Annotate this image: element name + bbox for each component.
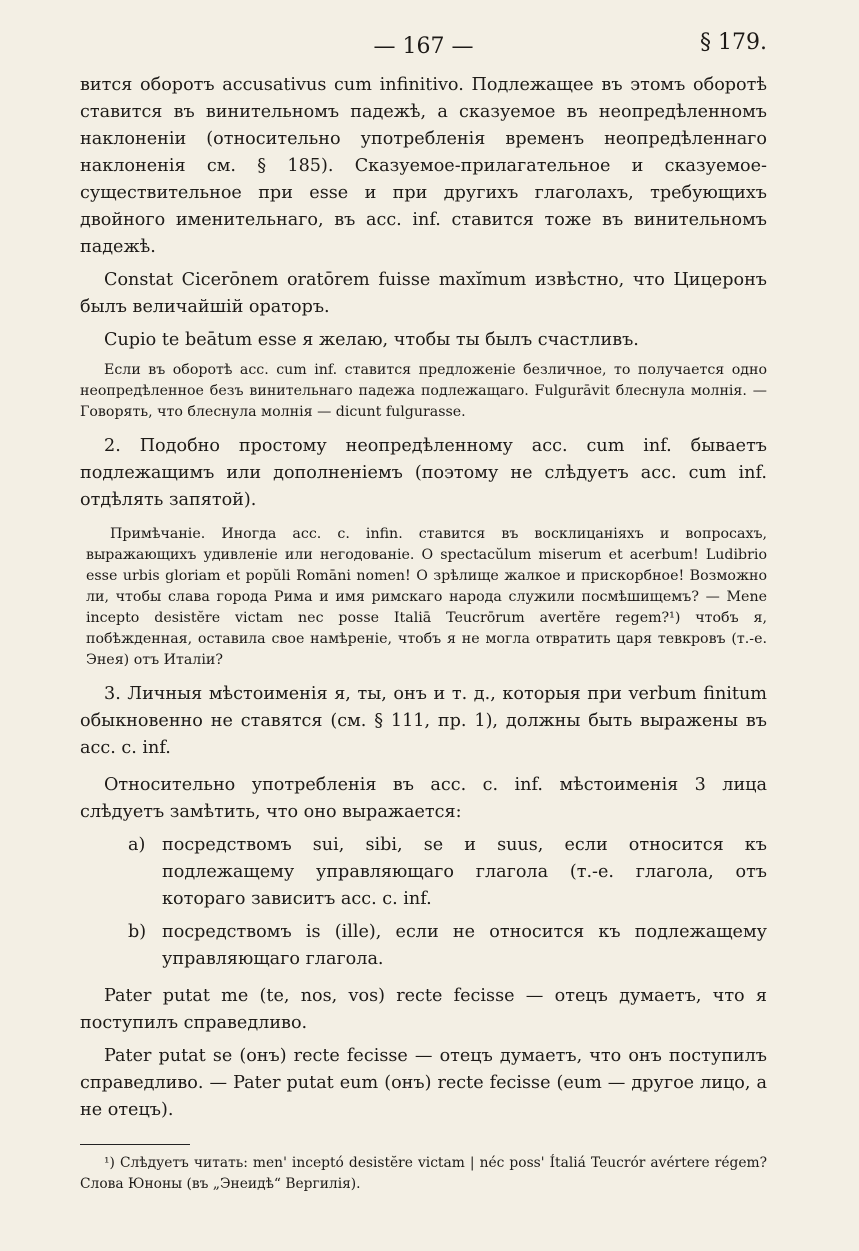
list-marker: a) [128, 835, 146, 855]
footnote-divider [80, 1144, 190, 1145]
page-body [80, 72, 767, 1195]
paragraph-third-person: Относительно употребленія въ acc. c. inf. мѣстоименія 3 лица слѣдуетъ замѣтить, что оно выражается: [80, 775, 767, 822]
paragraph-acc-cum-inf: вится оборотъ accusativus cum infinitivo. Подлежащее въ этомъ оборотѣ ставится въ винительномъ падежѣ, а сказуемое въ неопредѣленномъ наклоненіи (относительно употребленія временъ неопредѣленнаго наклоненія см. § 185). Сказуемое-прилагательное и сказуемое-существительное при esse и при другихъ глаголахъ, требующихъ двойного именительнаго, въ acc. inf. ставится тоже въ винительномъ падежѣ. [80, 75, 767, 257]
page-number: — 167 — [373, 34, 474, 59]
note-exclamations: Примѣчаніе. Иногда acc. c. infin. ставится въ восклицаніяхъ и вопросахъ, выражающихъ удивленіе или негодованіе. O spectacŭlum miserum et acerbum! Ludibrio esse urbis gloriam et popŭli Romāni nomen! О зрѣлище жалкое и прискорбное! Возможно ли, чтобы слава города Рима и имя римскаго народа служили посмѣшищемъ? — Mene incepto desistĕre victam nec posse Italiā Teucrōrum avertĕre regem?¹) чтобъ я, побѣжденная, оставила свое намѣреніе, чтобъ я не могла отвратить царя тевкровъ (т.-е. Энея) отъ Италіи? [86, 526, 767, 668]
footnote: ¹) Слѣдуетъ читать: men' inceptó desistĕre victam | néc poss' Ítaliá Teucrór avértere régem? Слова Юноны (въ „Энеидѣ“ Вергилія). [80, 1155, 767, 1192]
page-header [80, 30, 767, 64]
paragraph-point-3: 3. Личныя мѣстоименія я, ты, онъ и т. д., которыя при verbum finitum обыкновенно не ставятся (см. § 111, пр. 1), должны быть выражены въ acc. c. inf. [80, 684, 767, 758]
list-text: посредствомъ sui, sibi, se и suus, если относится къ подлежащему управляющаго глагола (т.-е. глагола, отъ котораго зависитъ acc. c. inf. [162, 835, 767, 909]
example-constat: Constat Cicerōnem oratōrem fuisse maxĭmum извѣстно, что Цицеронъ былъ величайшій ораторъ. [80, 270, 767, 317]
paragraph-point-2: 2. Подобно простому неопредѣленному acc. cum inf. бываетъ подлежащимъ или дополненіемъ (поэтому не слѣдуетъ acc. cum inf. отдѣлять запятой). [80, 436, 767, 510]
example-pater-me: Pater putat me (te, nos, vos) recte fecisse — отецъ думаетъ, что я поступилъ справедливо. [80, 986, 767, 1033]
example-pater-se: Pater putat se (онъ) recte fecisse — отецъ думаетъ, что онъ поступилъ справедливо. — Pater putat eum (онъ) recte fecisse (eum — другое лицо, а не отецъ). [80, 1046, 767, 1120]
list-item-b [80, 919, 767, 973]
list-item-a [80, 832, 767, 913]
note-impersonal: Если въ оборотѣ acc. cum inf. ставится предложеніе безличное, то получается одно неопредѣленное безъ винительнаго падежа подлежащаго. Fulgurāvit блеснула молнія. — Говорять, что блеснула молнія — dicunt fulgurasse. [80, 362, 767, 420]
example-cupio: Cupio te beātum esse я желаю, чтобы ты былъ счастливъ. [104, 330, 639, 350]
list-marker: b) [128, 922, 147, 942]
section-number: § 179. [700, 30, 767, 55]
list-text: посредствомъ is (ille), если не относится къ подлежащему управляющаго глагола. [162, 922, 767, 969]
